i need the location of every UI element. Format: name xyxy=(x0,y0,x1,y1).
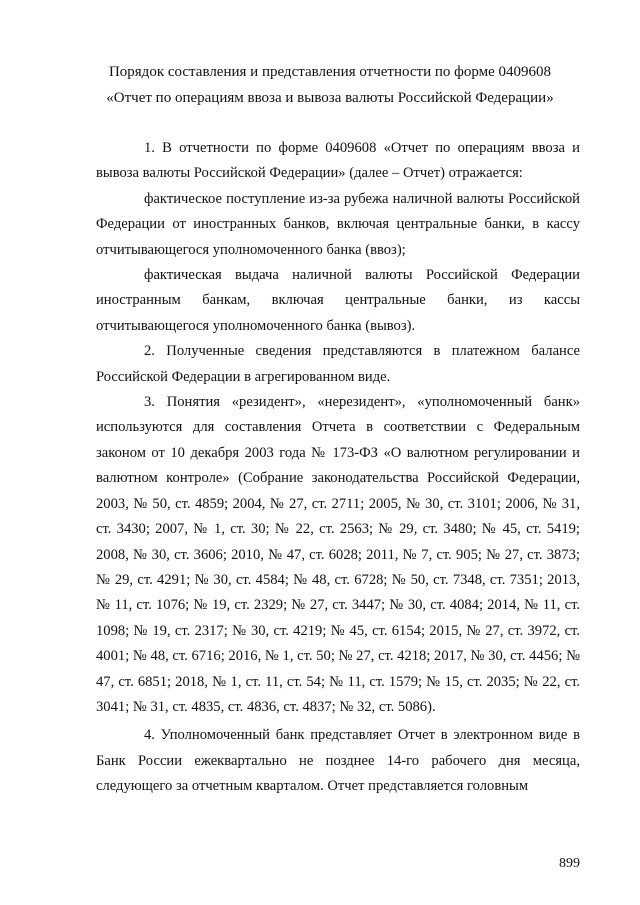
paragraph-2: фактическое поступление из-за рубежа наличной валюты Российской Федерации от иностранных банков, включая центральные банки, в кассу отчитывающегося уполномоченного банка (ввоз); xyxy=(96,190,580,258)
page-number: 899 xyxy=(559,856,580,871)
paragraph-4: 2. Полученные сведения представляются в платежном балансе Российской Федерации в агрегированном виде. xyxy=(96,343,580,385)
document-body xyxy=(96,136,580,800)
document-title-line-1: Порядок составления и представления отчетности по форме 0409608 xyxy=(108,64,552,80)
paragraph-6: 4. Уполномоченный банк представляет Отчет в электронном виде в Банк России ежеквартально не позднее 14-го рабочего дня месяца, следующего за отчетным кварталом. Отчет представляется головным xyxy=(96,727,580,795)
document-title-line-2: «Отчет по операциям ввоза и вывоза валюты Российской Федерации» xyxy=(106,90,554,106)
paragraph-5: 3. Понятия «резидент», «нерезидент», «уполномоченный банк» используются для составления Отчета в соответствии с Федеральным законом от 10 декабря 2003 года № 173-ФЗ «О валютном регулировании и валютном контроле» (Собрание законодательства Российской Федерации, 2003, № 50, ст. 4859; 2004, № 27, ст. 2711; 2005, № 30, ст. 3101; 2006, № 31, ст. 3430; 2007, № 1, ст. 30; № 22, ст. 2563; № 29, ст. 3480; № 45, ст. 5419; 2008, № 30, ст. 3606; 2010, № 47, ст. 6028; 2011, № 7, ст. 905; № 27, ст. 3873; № 29, ст. 4291; № 30, ст. 4584; № 48, ст. 6728; № 50, ст. 7348, ст. 7351; 2013, № 11, ст. 1076; № 19, ст. 2329; № 27, ст. 3447; № 30, ст. 4084; 2014, № 11, ст. 1098; № 19, ст. 2317; № 30, ст. 4219; № 45, ст. 6154; 2015, № 27, ст. 3972, ст. 4001; № 48, ст. 6716; 2016, № 1, ст. 50; № 27, ст. 4218; 2017, № 30, ст. 4456; № 47, ст. 6851; 2018, № 1, ст. 11, ст. 54; № 11, ст. 1579; № 15, ст. 2035; № 22, ст. 3041; № 31, ст. 4835, ст. 4836, ст. 4837; № 32, ст. 5086). xyxy=(96,394,580,715)
paragraph-3: фактическая выдача наличной валюты Российской Федерации иностранным банкам, включая центральные банки, из кассы отчитывающегося уполномоченного банка (вывоз). xyxy=(96,267,580,334)
paragraph-1: 1. В отчетности по форме 0409608 «Отчет по операциям ввоза и вывоза валюты Российской Федерации» (далее – Отчет) отражается: xyxy=(96,140,580,182)
